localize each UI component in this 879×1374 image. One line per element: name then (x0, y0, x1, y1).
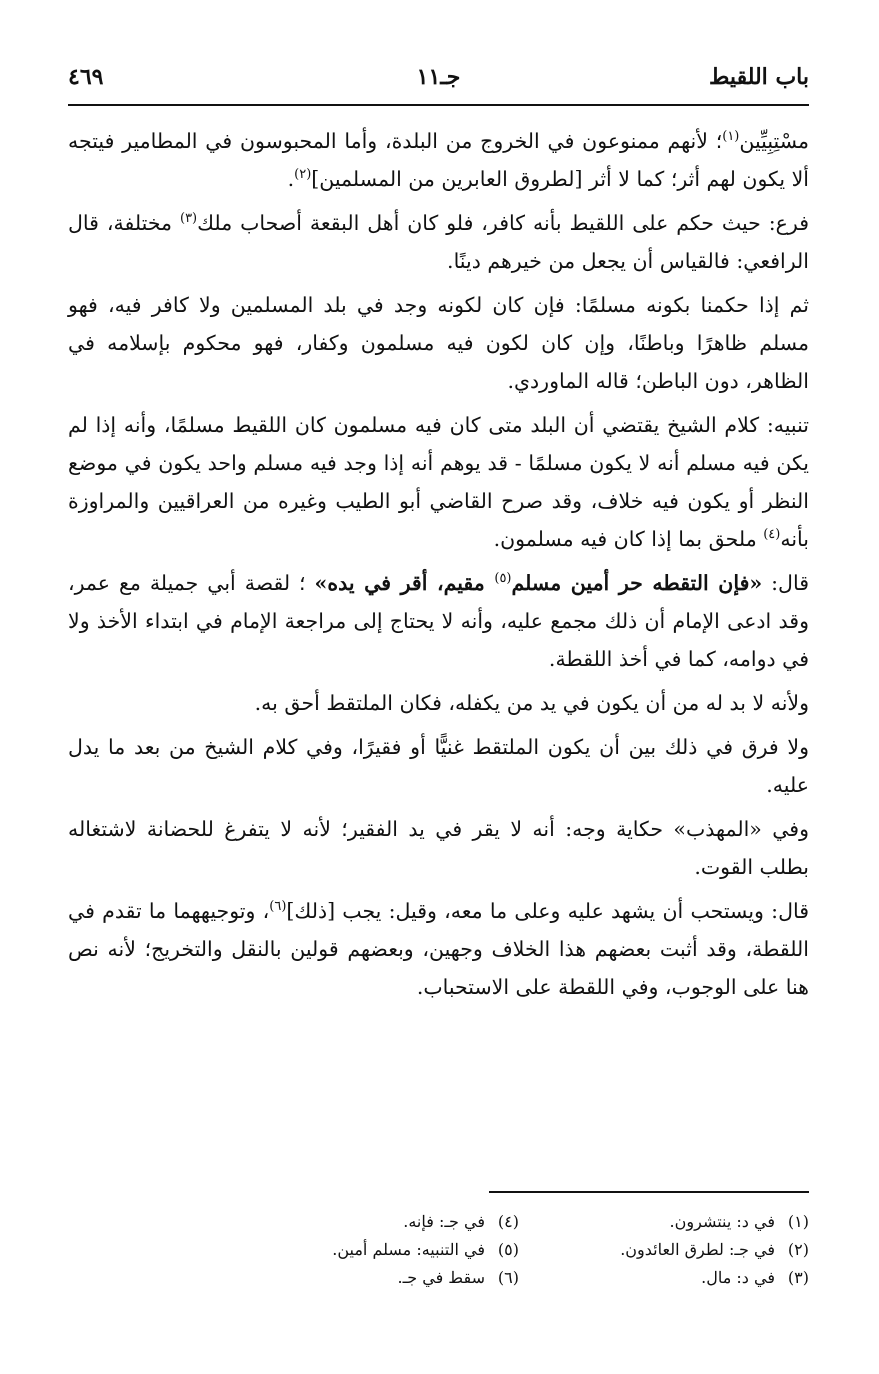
paragraph (68, 204, 809, 280)
footnote-text: في د: مال. (701, 1268, 775, 1287)
paragraph: وفي «المهذب» حكاية وجه: أنه لا يقر في يد الفقير؛ لأنه لا يتفرغ للحضانة لاشتغاله بطلب القوت. (68, 817, 809, 879)
paragraph (68, 122, 809, 198)
footnote-ref: (٦) (269, 899, 287, 915)
paragraph: ولأنه لا بد له من أن يكون في يد من يكفله، فكان الملتقط أحق به. (254, 691, 809, 715)
footnote-number: (٤) (497, 1212, 519, 1231)
footnote-ref: (٣) (179, 211, 198, 227)
paragraph (68, 564, 809, 678)
footnote-text: في التنبيه: مسلم أمين. (332, 1240, 485, 1259)
footnote-ref: (٤) (763, 527, 781, 543)
text-span: مسْتِبِيِّين (739, 129, 809, 153)
text-span: ؛ لأنهم ممنوعون في الخروج من البلدة، وأما المحبوسون في المطامير فيتجه ألا يكون لهم أثر؛ كما لا أثر [لطروق العابرين من المسلمين] (68, 129, 809, 191)
page-header (68, 64, 809, 106)
text-span: قال: (762, 571, 809, 595)
volume-label: جـ١١ (416, 64, 461, 90)
footnote-text: في جـ: فإنه. (403, 1212, 485, 1231)
paragraph (68, 406, 809, 558)
footnote (620, 1208, 809, 1236)
footnote-ref: (٢) (294, 167, 312, 183)
text-span: تنبيه: كلام الشيخ يقتضي أن البلد متى كان فيه مسلمون كان اللقيط مسلمًا، وأنه إذا لم يكن فيه مسلم أنه لا يكون مسلمًا - قد يوهم أنه إذا وجد فيه مسلم واحد يكون في موضع النظر أو يكون فيه خلاف، وقد صرح القاضي أبو الطيب وغيره من العراقيين والمراوزة بأنه (68, 413, 809, 551)
footnote-ref: (٥) (494, 571, 512, 587)
footnote-number: (٢) (787, 1240, 809, 1259)
footnote-number: (١) (787, 1212, 809, 1231)
page-number: ٤٦٩ (68, 64, 104, 90)
footnote-column (332, 1208, 519, 1292)
text-span: ؛ لقصة أبي جميلة مع عمر، وقد ادعى الإمام أن ذلك مجمع عليه، وأنه لا يحتاج إلى مراجعة الإمام في ابتداء الأخذ ولا في دوامه، كما في أخذ اللقطة. (68, 571, 809, 671)
text-span: فرع: حيث حكم على اللقيط بأنه كافر، فلو كان أهل البقعة أصحاب ملك (197, 211, 810, 235)
footnote (620, 1236, 809, 1264)
text-span: ملحق بما إذا كان فيه مسلمون. (493, 527, 764, 551)
footnote (332, 1208, 519, 1236)
footnote-text: سقط في جـ. (397, 1268, 485, 1287)
chapter-title: باب اللقيط (709, 64, 809, 90)
paragraph: ثم إذا حكمنا بكونه مسلمًا: فإن كان لكونه وجد في بلد المسلمين ولا كافر فيه، فهو مسلم ظاهرًا وباطنًا، وإن كان لكون فيه مسلمون وكفار، فهو محكوم بإسلامه في الظاهر، دون الباطن؛ قاله الماوردي. (68, 293, 809, 393)
text-span: . (287, 167, 295, 191)
text-span: قال: ويستحب أن يشهد عليه وعلى ما معه، وقيل: يجب [ذلك] (286, 899, 810, 923)
text-span: ، وتوجيههما ما تقدم في اللقطة، وقد أثبت بعضهم هذا الخلاف وجهين، وبعضهم قولين بالنقل والتخريج؛ لأنه نص هنا على الوجوب، وفي اللقطة على الاستحباب. (68, 899, 809, 999)
main-text (68, 122, 809, 1012)
footnote-text: في د: ينتشرون. (669, 1212, 775, 1231)
footnote (620, 1264, 809, 1292)
footnote-text: في جـ: لطرق العائدون. (620, 1240, 775, 1259)
text-span: مختلفة، قال الرافعي: فالقياس أن يجعل من خيرهم دينًا. (68, 211, 809, 273)
paragraph (68, 892, 809, 1006)
matn-quote: مقيم، أقر في يده» (314, 571, 495, 595)
footnote-divider (489, 1191, 809, 1193)
paragraph: ولا فرق في ذلك بين أن يكون الملتقط غنيًّا أو فقيرًا، وفي كلام الشيخ من بعد ما يدل عليه. (68, 735, 809, 797)
footnote (332, 1236, 519, 1264)
footnote-number: (٥) (497, 1240, 519, 1259)
footnote-column (620, 1208, 809, 1292)
footnote-number: (٣) (787, 1268, 809, 1287)
footnote (332, 1264, 519, 1292)
footnote-ref: (١) (722, 129, 740, 145)
matn-quote: «فإن التقطه حر أمين مسلم (511, 571, 763, 595)
footnote-number: (٦) (497, 1268, 519, 1287)
